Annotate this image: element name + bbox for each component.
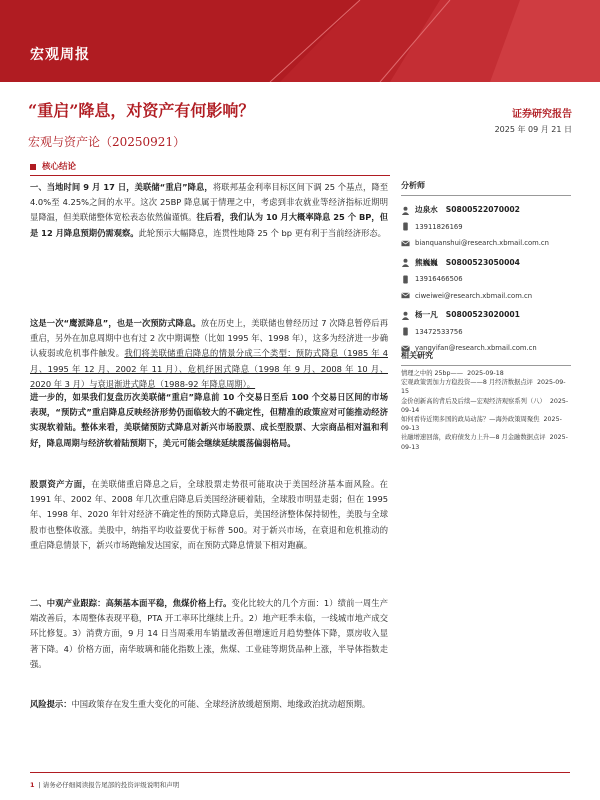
- p3-text: 进一步的，如果我们复盘历次美联储“重启”降息前 10 个交易日至后 100 个交易日区间的市场表现，“预防式”重启降息反映经济形势仍面临较大的不确定性，但精准的政策应对可能推动经济实现软着陆。整体来看，美联储预防式降息对新兴市场股票、成长型股票、大宗商品相对温和利好，降息周期与经济软着陆预期下，美元可能会继续延续震荡偏弱格局。: [30, 392, 388, 448]
- related-date: 2025-09-18: [467, 370, 504, 377]
- p1-tail: 此轮预示大幅降息，连贯性地降 25 个 bp 更有利于当前经济形态。: [138, 227, 386, 238]
- analyst-heading: 分析师: [401, 180, 571, 196]
- person-icon: [401, 206, 410, 215]
- p5-lead: 二、中观产业跟踪：高频基本面平稳，焦煤价格上行。: [30, 598, 232, 608]
- footer-separator: |: [38, 781, 43, 789]
- mail-icon: [401, 239, 410, 248]
- report-date: 2025 年 09 月 21 日: [494, 125, 572, 134]
- related-title: 如何看待近期多国的政局动荡？—海外政策周聚焦: [401, 416, 540, 424]
- core-conclusion-heading: [30, 160, 390, 176]
- analyst-name: 边泉水: [415, 205, 438, 214]
- analyst-name: 杨一凡: [415, 310, 438, 319]
- related-date: 2025-09-14: [401, 397, 569, 414]
- analyst-phone: 13916466506: [415, 275, 463, 283]
- related-date: 2025-09-13: [401, 416, 562, 433]
- analyst-name: 熊巍巍: [415, 257, 438, 267]
- paragraph-2: [30, 316, 388, 392]
- banner-title: 宏观周报: [30, 47, 90, 63]
- page-subtitle: 宏观与资产论（20250921）: [28, 135, 186, 149]
- related-item[interactable]: [401, 369, 571, 378]
- phone-icon: [401, 275, 410, 284]
- related-item[interactable]: [401, 415, 571, 433]
- related-item[interactable]: [401, 397, 571, 415]
- analyst-email[interactable]: ciweiwei@research.xbmail.com.cn: [415, 291, 533, 300]
- related-date: 2025-09-15: [401, 379, 566, 396]
- analyst-email[interactable]: yangyifan@research.xbmail.com.cn: [415, 344, 537, 352]
- core-heading-text: 核心结论: [42, 162, 77, 172]
- analyst-email[interactable]: bianquanshui@research.xbmail.com.cn: [415, 239, 549, 247]
- person-icon: [401, 311, 410, 320]
- related-research: [401, 350, 571, 452]
- paragraph-1: [30, 180, 388, 241]
- report-type: 证券研究报告: [512, 109, 572, 120]
- p1-body: 将联邦基金利率目标区间下调 25 个基点，降至 4.0%至 4.25%之间的水平。这次 25BP 降息属于情理之中，考虑到非农就业等经济指标近期明显降温，但美联储整体宽松表态依然偏谨慎。: [30, 182, 389, 223]
- risk-body: 中国政策存在发生重大变化的可能、全球经济放缓超预期、地缘政治扰动超预期。: [71, 699, 371, 709]
- analyst-cert: S0800522070002: [445, 205, 520, 214]
- analyst-card: [401, 255, 571, 305]
- analyst-card: [401, 202, 571, 252]
- analyst-cert: S0800523050004: [445, 257, 520, 267]
- analyst-phone: 13911826169: [415, 222, 463, 231]
- risk-lead: 风险提示：: [30, 699, 72, 709]
- mail-icon: [401, 291, 410, 300]
- p1-lead: 一、当地时间 9 月 17 日，美联储“重启”降息，: [30, 182, 213, 192]
- phone-icon: [401, 222, 410, 231]
- related-title: 宏观政策需加力方稳投资——8 月经济数据点评: [401, 379, 533, 387]
- paragraph-5: [30, 596, 388, 672]
- related-date: 2025-09-13: [401, 434, 568, 451]
- footer-divider: [30, 772, 570, 773]
- person-icon: [401, 258, 410, 267]
- square-bullet-icon: [30, 164, 36, 170]
- footer-disclaimer: 请务必仔细阅读报告尾部的投资评级说明和声明: [42, 781, 180, 789]
- related-title: 社融增速回落，政府债发力上升—8 月金融数据点评: [401, 434, 546, 442]
- related-title: 情理之中的 25bp——: [401, 370, 464, 377]
- related-item[interactable]: [401, 378, 571, 396]
- header-banner: [0, 0, 600, 82]
- p2-body: 放在历史上，美联储也曾经历过 7 次降息暂停后再重启，另外在加息周期中也有过 2 次中期调整（比如 1995 年、1998 年），这多为经济进一步确认疲弱或危机事件触发。: [30, 318, 388, 359]
- analyst-cert: S0800523020001: [445, 310, 520, 319]
- phone-icon: [401, 327, 410, 336]
- page-title: “重启”降息，对资产有何影响？: [28, 101, 255, 120]
- page-number: 1: [30, 781, 35, 789]
- p5-body: 变化比较大的几个方面：1）绩前一周生产端改善后，本周整体表现平稳，PTA 开工率环比继续上升。2）地产旺季未临，一线城市地产成交环比修复。3）消费方面，9 月 14 日当周乘用车销量改善但增速近月趋势整体下降，票房收入显著下降。4）价格方面，南华玻璃和能化指数上涨，焦煤、工业硅等期货品种上涨，半导体指数走强。: [30, 598, 388, 669]
- paragraph-risk: [30, 697, 388, 712]
- p2-lead: 这是一次“鹰派降息”，也是一次预防式降息。: [30, 318, 201, 328]
- related-item[interactable]: [401, 433, 571, 451]
- analyst-phone: 13472533756: [415, 327, 463, 336]
- footer: [30, 780, 179, 789]
- p4-body: 在美联储重启降息之后，全球股票走势很可能取决于美国经济基本面风险。在 1991 年、2002 年、2008 年几次重启降息后美国经济硬着陆，全球股市明显走弱；但在 1995 年、1998 年、2020 年针对经济不确定性的预防式降息后，美国经济整体保持韧性，美股与全球股市也整体收涨。美股中，纳指平均收益要优于标普 500。对于新兴市场，在衰退和危机推动的重启降息情景下，新兴市场跑输发达国家，而在预防式降息情景下相对跑赢。: [30, 479, 388, 550]
- analyst-sidebar: [401, 180, 571, 360]
- p4-lead: 股票资产方面，: [30, 479, 92, 489]
- related-heading: 相关研究: [401, 350, 571, 366]
- banner-decoration: [240, 0, 600, 82]
- related-title: 金价创新高的背后及后续—宏观经济观察系列（八）: [401, 397, 546, 405]
- paragraph-3: [30, 390, 388, 451]
- p1-emphasis: 往后看，我们认为 10 月大概率降息 25 个 BP，但是 12 月降息预期仍需观察。: [30, 212, 388, 238]
- p2-scenarios: 我们将美联储重启降息的情景分成三个类型：预防式降息（1985 年 4 月、1995 年 12 月、2002 年 11 月）、危机纾困式降息（1998 年 9 月、2008 年 10 月、2020 年 3 月）与衰退渐进式降息（1988-92 年降息周期）。: [30, 348, 388, 389]
- paragraph-4: [30, 477, 388, 553]
